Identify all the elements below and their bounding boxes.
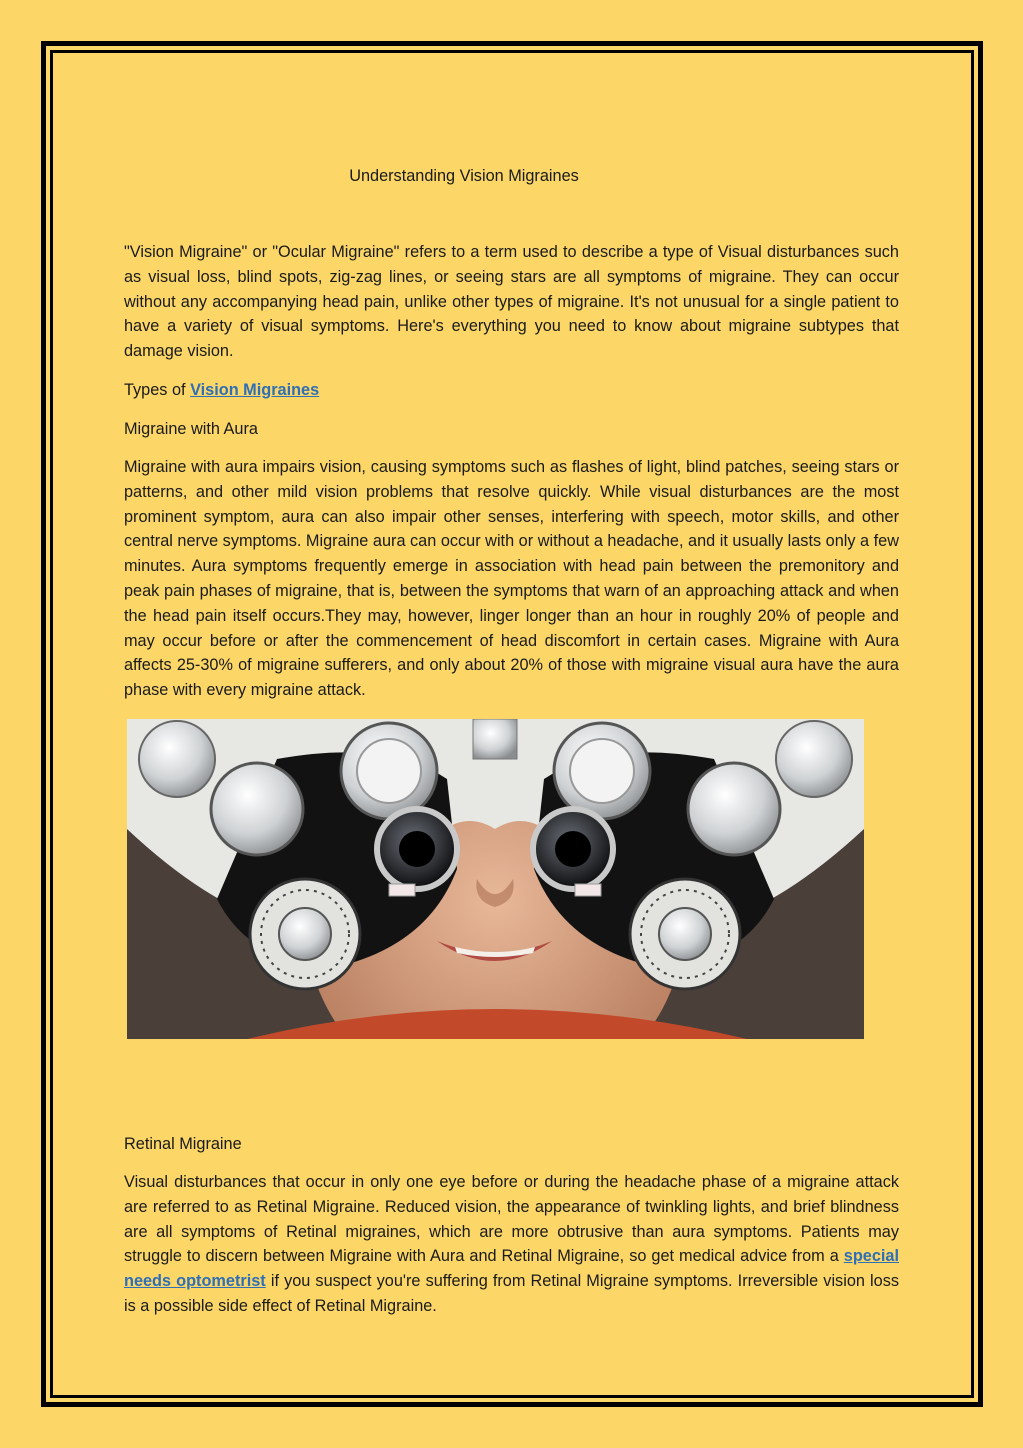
types-prefix: Types of bbox=[124, 381, 191, 399]
types-line bbox=[124, 378, 899, 403]
intro-paragraph: "Vision Migraine" or "Ocular Migraine" refers to a term used to describe a type of Visual disturbances such as visual loss, blind spots, zig-zag lines, or seeing stars are all symptoms of migraine. They can occur without any accompanying head pain, unlike other types of migraine. It's not unusual for a single patient to have a variety of visual symptoms. Here's everything you need to know about migraine subtypes that damage vision. bbox=[124, 243, 899, 361]
retinal-text-before: Visual disturbances that occur in only one eye before or during the headache phase of a migraine attack are referred to as Retinal Migraine. Reduced vision, the appearance of twinkling lights, and brief blindness are all symptoms of Retinal migraines, which are more obtrusive than aura symptoms. Patients may struggle to discern between Migraine with Aura and Retinal Migraine, so get medical advice from a bbox=[124, 1173, 899, 1266]
retinal-paragraph bbox=[124, 1170, 899, 1319]
special-needs-optometrist-link[interactable]: special needs optometrist bbox=[124, 1247, 899, 1291]
vision-migraines-link[interactable]: Vision Migraines bbox=[190, 381, 320, 399]
section-heading-aura: Migraine with Aura bbox=[124, 420, 258, 438]
phoropter-eye-exam-photo bbox=[127, 719, 864, 1039]
aura-paragraph: Migraine with aura impairs vision, causing symptoms such as flashes of light, blind patches, seeing stars or patterns, and other mild vision problems that resolve quickly. While visual disturbances are the most prominent symptom, aura can also impair other senses, interfering with speech, motor skills, and other central nerve symptoms. Migraine aura can occur with or without a headache, and it usually lasts only a few minutes. Aura symptoms frequently emerge in association with head pain between the premonitory and peak pain phases of migraine, that is, between the symptoms that warn of an approaching attack and when the head pain itself occurs.They may, however, linger longer than an hour in roughly 20% of people and may occur before or after the commencement of head discomfort in certain cases. Migraine with Aura affects 25-30% of migraine sufferers, and only about 20% of those with migraine visual aura have the aura phase with every migraine attack. bbox=[124, 458, 899, 700]
retinal-text-after: if you suspect you're suffering from Retinal Migraine symptoms. Irreversible vision loss is a possible side effect of Retinal Migraine. bbox=[124, 1272, 899, 1315]
section-heading-retinal: Retinal Migraine bbox=[124, 1135, 242, 1153]
document-title: Understanding Vision Migraines bbox=[349, 167, 579, 185]
